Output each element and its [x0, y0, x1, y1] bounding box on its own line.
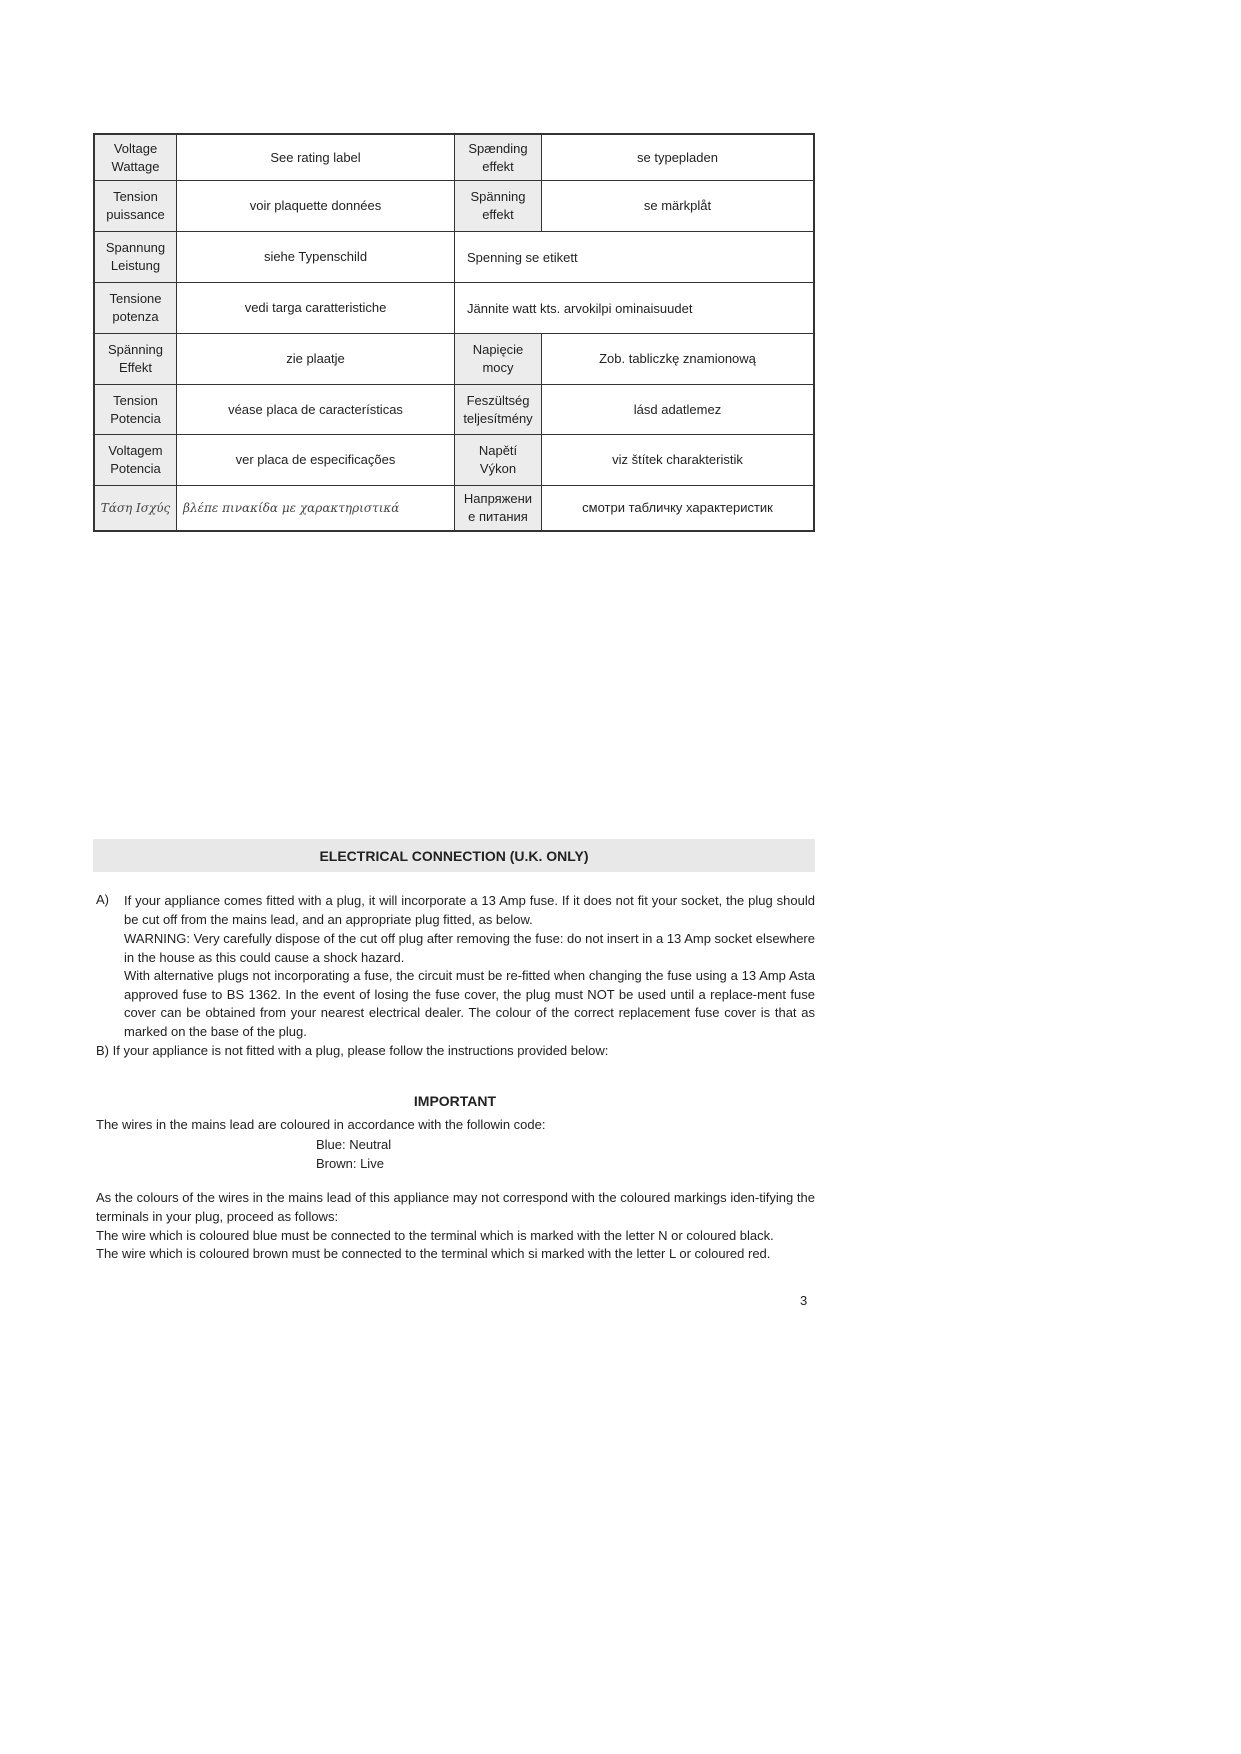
paragraph: The wire which is coloured brown must be connected to the terminal which si marked with the letter L or coloured red. [96, 1246, 771, 1261]
label-cell: Spänning Effekt [95, 334, 177, 384]
label-cell: Tension puissance [95, 181, 177, 231]
label-cell: Spænding effekt [455, 135, 542, 180]
label-cell: Τάση Ισχύς [95, 486, 177, 530]
value-cell: zie plaatje [177, 334, 455, 384]
value-cell: siehe Typenschild [177, 232, 455, 282]
value-cell: lásd adatlemez [633, 401, 722, 417]
label-cell: Napięcie mocy [455, 334, 542, 384]
table-row [95, 434, 813, 485]
label-cell: Tension Potencia [95, 385, 177, 434]
value-cell: voir plaquette données [177, 181, 455, 231]
item-label: A) [96, 892, 109, 907]
value-cell: véase placa de características [177, 385, 455, 434]
merged-cell: Jännite watt kts. arvokilpi ominaisuudet [467, 300, 693, 316]
value-cell: ver placa de especificações [177, 435, 455, 485]
warning-paragraph: WARNING: Very carefully dispose of the cut off plug after removing the fuse: do not insert in a 13 Amp socket elsewhere in the house as this could cause a shock hazard. [124, 931, 815, 965]
paragraph: If your appliance comes fitted with a plug, it will incorporate a 13 Amp fuse. If it does not fit your socket, the plug should be cut off from the mains lead, and an appropriate plug fitted, as below. [124, 893, 815, 927]
label-cell: Voltage Wattage [95, 135, 177, 180]
merged-cell: Spenning se etikett [467, 249, 578, 265]
table-row [95, 231, 813, 282]
rating-table [93, 133, 815, 532]
label-cell: Spänning effekt [455, 181, 542, 231]
value-cell: See rating label [177, 135, 455, 180]
value-cell: vedi targa caratteristiche [177, 283, 455, 333]
important-heading: IMPORTANT [413, 1093, 497, 1109]
wire-code-brown: Brown: Live [316, 1156, 384, 1171]
table-row [95, 180, 813, 231]
label-cell: Tensione potenza [95, 283, 177, 333]
value-cell: se märkplåt [643, 198, 712, 213]
table-row [95, 333, 813, 384]
value-cell: Zob. tabliczkę znamionową [599, 351, 756, 366]
label-cell: Napětí Výkon [455, 435, 542, 485]
page-number: 3 [800, 1293, 808, 1308]
section-heading: ELECTRICAL CONNECTION (U.K. ONLY) [93, 839, 815, 872]
wire-code-blue: Blue: Neutral [316, 1137, 392, 1152]
label-cell: Feszültség teljesítmény [455, 385, 542, 434]
label-cell: Напряжени е питания [455, 486, 542, 530]
label-cell: Voltagem Potencia [95, 435, 177, 485]
paragraph: B) If your appliance is not fitted with a plug, please follow the instructions provided below: [96, 1043, 609, 1058]
table-row [95, 384, 813, 434]
value-cell: se typepladen [637, 149, 718, 165]
value-cell: βλέπε πινακίδα με χαρακτηριστικά [177, 486, 455, 530]
paragraph: The wires in the mains lead are coloured in accordance with the followin code: [96, 1117, 546, 1132]
label-cell: Spannung Leistung [95, 232, 177, 282]
value-cell: смотри табличку характеристик [582, 500, 773, 515]
paragraph: With alternative plugs not incorporating a fuse, the circuit must be re-fitted when changing the fuse using a 13 Amp Asta approved fuse to BS 1362. In the event of losing the fuse cover, the plug must NOT be used until a replace-ment fuse cover can be obtained from your nearest electrical dealer. The colour of the correct replacement fuse cover is that as marked on the base of the plug. [124, 968, 815, 1039]
table-row [95, 485, 813, 530]
value-cell: viz štítek charakteristik [612, 452, 743, 467]
paragraph: As the colours of the wires in the mains lead of this appliance may not correspond with the coloured markings iden-tifying the terminals in your plug, proceed as follows: [96, 1190, 815, 1224]
table-row [95, 135, 813, 180]
table-row [95, 282, 813, 333]
paragraph: The wire which is coloured blue must be connected to the terminal which is marked with the letter N or coloured black. [96, 1228, 774, 1243]
